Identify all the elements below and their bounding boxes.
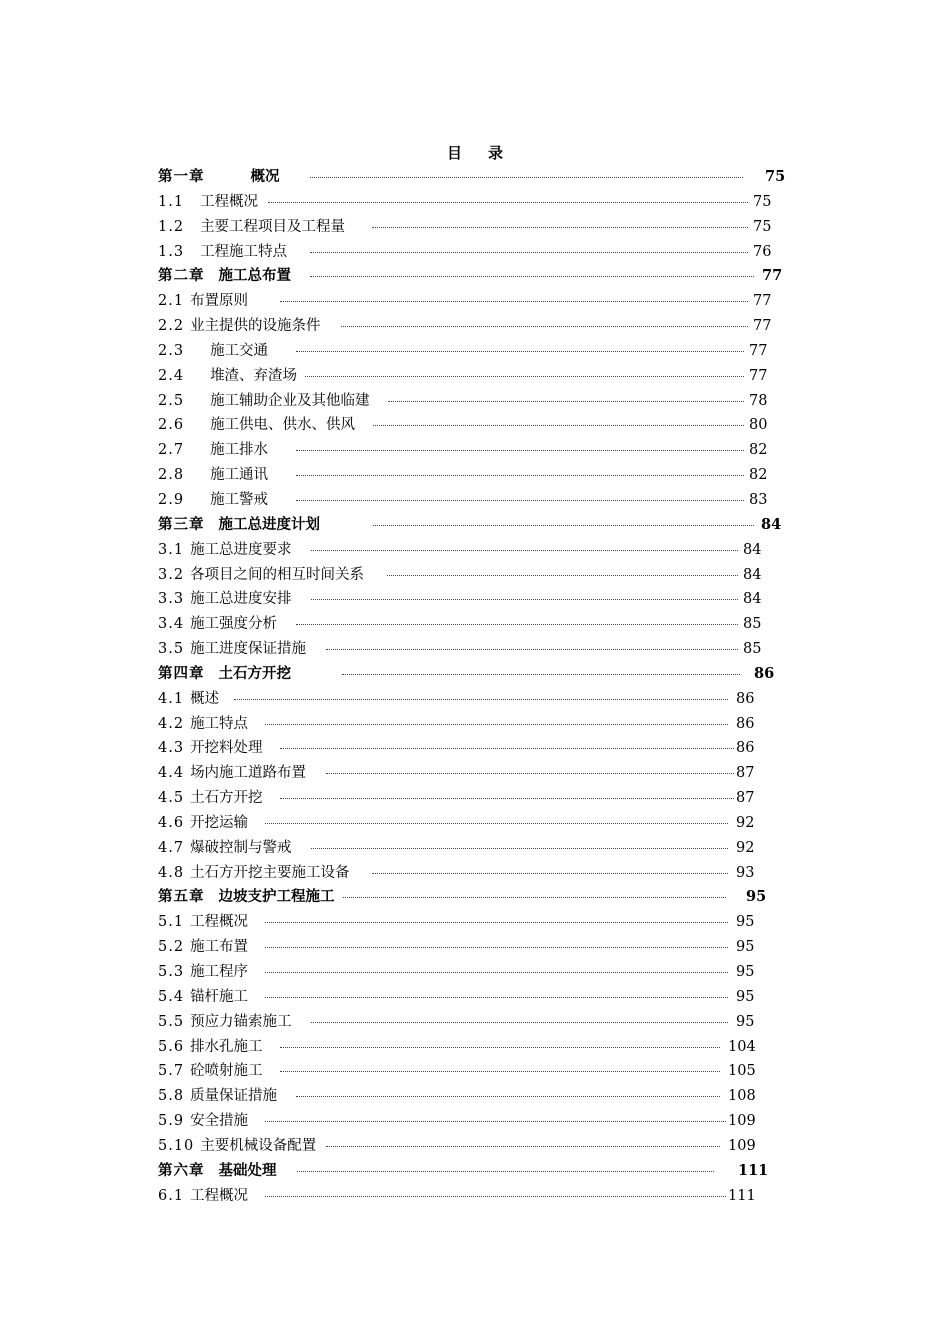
toc-entry-label: [158, 538, 292, 563]
toc-title-char-1: 目: [446, 144, 462, 162]
toc-section-row[interactable]: [158, 389, 788, 414]
toc-section-row[interactable]: [158, 612, 788, 637]
toc-entry-label: [158, 264, 291, 289]
toc-entry-title: 主要机械设备配置: [200, 1137, 317, 1154]
toc-entry-label: [158, 314, 321, 339]
toc-entry-label: [158, 985, 248, 1010]
toc-entry-title: 土石方开挖: [218, 664, 291, 682]
toc-entry-label: [158, 563, 364, 588]
toc-entry-title: 施工布置: [190, 939, 249, 956]
toc-section-row[interactable]: [158, 1184, 788, 1209]
toc-entry-number: 2.8: [158, 467, 185, 484]
toc-entry-number: 2.3: [158, 342, 185, 359]
toc-page-number: 84: [743, 541, 762, 558]
toc-page-number: 86: [736, 740, 755, 757]
toc-leader-dots: [280, 798, 734, 799]
toc-chapter-row[interactable]: [158, 662, 788, 687]
toc-section-row[interactable]: [158, 1010, 788, 1035]
toc-leader-dots: [297, 1171, 714, 1172]
toc-entry-label: [158, 1109, 248, 1134]
toc-leader-dots: [372, 227, 748, 228]
toc-leader-dots: [310, 252, 748, 253]
toc-entry-title: 土石方开挖主要施工设备: [190, 864, 350, 881]
toc-section-row[interactable]: [158, 985, 788, 1010]
toc-page-number: 84: [761, 515, 782, 533]
toc-leader-dots: [265, 724, 728, 725]
toc-section-row[interactable]: [158, 587, 788, 612]
toc-entry-title: 爆破控制与警戒: [190, 839, 292, 856]
toc-leader-dots: [296, 450, 744, 451]
toc-entry-title: 施工警戒: [210, 491, 269, 508]
toc-chapter-row[interactable]: [158, 1159, 788, 1184]
toc-leader-dots: [311, 848, 728, 849]
toc-entry-number: 4.7: [158, 839, 185, 856]
toc-entry-title: 边坡支护工程施工: [218, 888, 335, 906]
toc-page-number: 87: [736, 790, 755, 807]
toc-entry-number: 3.1: [158, 541, 185, 558]
toc-entry-number: 2.2: [158, 318, 185, 335]
toc-entry-title: 施工辅助企业及其他临建: [210, 392, 370, 409]
toc-entry-label: [158, 413, 355, 438]
toc-page-number: 75: [753, 193, 772, 210]
toc-entry-number: 5.6: [158, 1038, 185, 1055]
toc-chapter-row[interactable]: [158, 513, 788, 538]
toc-leader-dots: [341, 326, 748, 327]
toc-section-row[interactable]: [158, 215, 788, 240]
toc-page-number: 109: [728, 1137, 756, 1154]
toc-leader-dots: [388, 401, 744, 402]
toc-entry-title: 土石方开挖: [190, 790, 263, 807]
toc-section-row[interactable]: [158, 836, 788, 861]
toc-chapter-row[interactable]: [158, 885, 788, 910]
toc-leader-dots: [342, 674, 740, 675]
toc-page-number: 77: [753, 318, 772, 335]
toc-entry-number: 1.3: [158, 243, 185, 260]
toc-entry-title: 施工交通: [210, 342, 269, 359]
toc-leader-dots: [280, 1071, 720, 1072]
toc-entry-title: 施工进度保证措施: [190, 641, 307, 658]
toc-entry-label: [158, 761, 306, 786]
toc-section-row[interactable]: [158, 637, 788, 662]
toc-page-number: 83: [749, 491, 768, 508]
toc-section-row[interactable]: [158, 190, 788, 215]
toc-page-number: 76: [753, 243, 772, 260]
toc-page-number: 93: [736, 864, 755, 881]
toc-entry-label: [158, 786, 263, 811]
toc-page-number: 82: [749, 467, 768, 484]
toc-entry-label: [158, 612, 277, 637]
toc-leader-dots: [234, 699, 728, 700]
toc-page-number: 92: [736, 839, 755, 856]
toc-entry-label: [158, 637, 306, 662]
toc-entry-number: 2.5: [158, 392, 185, 409]
toc-entry-title: 施工总进度要求: [190, 541, 292, 558]
toc-entry-title: 堆渣、弃渣场: [210, 367, 298, 384]
toc-section-row[interactable]: [158, 935, 788, 960]
toc-leader-dots: [326, 1146, 720, 1147]
toc-entry-label: [158, 1010, 292, 1035]
toc-page-number: 108: [728, 1088, 756, 1105]
toc-entry-label: [158, 687, 219, 712]
toc-leader-dots: [265, 947, 728, 948]
toc-section-row[interactable]: [158, 339, 788, 364]
toc-entry-number: 5.1: [158, 914, 185, 931]
toc-entry-label: [158, 1084, 277, 1109]
toc-leader-dots: [326, 649, 738, 650]
toc-entry-number: 5.2: [158, 939, 185, 956]
toc-page-number: 77: [749, 367, 768, 384]
toc-section-row[interactable]: [158, 1109, 788, 1134]
toc-page-number: 95: [736, 964, 755, 980]
toc-section-row[interactable]: [158, 811, 788, 836]
toc-page-number: 109: [728, 1113, 756, 1130]
toc-entry-number: 4.4: [158, 765, 185, 782]
toc-title-char-2: 录: [488, 144, 504, 162]
toc-entry-title: 工程概况: [200, 193, 259, 210]
toc-entry-label: [158, 960, 248, 985]
toc-section-row[interactable]: [158, 1084, 788, 1109]
toc-page-number: 78: [749, 392, 768, 409]
toc-section-row[interactable]: [158, 413, 788, 438]
toc-page-number: 105: [728, 1063, 756, 1080]
toc-leader-dots: [373, 525, 754, 526]
toc-leader-dots: [311, 599, 738, 600]
toc-leader-dots: [268, 202, 748, 203]
toc-leader-dots: [265, 823, 728, 824]
toc-entry-number: 5.8: [158, 1088, 185, 1105]
toc-page-number: 77: [762, 267, 783, 285]
toc-entry-number: 第一章: [158, 168, 205, 185]
toc-entry-title: 工程概况: [190, 914, 249, 931]
toc-entry-label: [158, 389, 370, 414]
toc-leader-dots: [343, 897, 726, 898]
toc-entry-title: 施工总布置: [218, 267, 291, 285]
toc-entry-number: 3.4: [158, 616, 185, 633]
toc-entry-label: [158, 165, 280, 190]
toc-entry-title: 施工排水: [210, 442, 269, 459]
toc-entry-title: 开挖料处理: [190, 740, 263, 757]
toc-entry-title: 布置原则: [190, 293, 249, 310]
toc-entry-number: 3.5: [158, 641, 185, 658]
toc-entry-label: [158, 215, 345, 240]
toc-entry-label: [158, 910, 248, 935]
toc-section-row[interactable]: [158, 960, 788, 985]
toc-page-number: 77: [749, 342, 768, 359]
toc-entry-title: 质量保证措施: [190, 1088, 278, 1105]
toc-entry-label: [158, 935, 248, 960]
toc-leader-dots: [296, 351, 744, 352]
toc-entry-number: 4.8: [158, 864, 185, 881]
toc-entry-number: 第三章: [158, 515, 205, 533]
toc-entry-title: 工程施工特点: [200, 243, 288, 260]
toc-entry-label: [158, 364, 297, 389]
toc-page-number: 95: [746, 888, 767, 906]
toc-entry-label: [158, 811, 248, 836]
toc-entry-label: [158, 289, 248, 314]
toc-section-row[interactable]: [158, 488, 788, 513]
toc-entry-number: 5.5: [158, 1013, 185, 1030]
toc-entry-number: 第二章: [158, 267, 205, 285]
toc-page-number: 92: [736, 814, 755, 831]
toc-page-number: 95: [736, 914, 755, 931]
toc-leader-dots: [310, 177, 743, 178]
toc-entry-label: [158, 463, 268, 488]
toc-section-row[interactable]: [158, 463, 788, 488]
toc-section-row[interactable]: [158, 786, 788, 811]
toc-page-number: 86: [736, 690, 755, 707]
toc-leader-dots: [265, 972, 728, 973]
toc-section-row[interactable]: [158, 314, 788, 339]
toc-entry-label: [158, 1134, 316, 1159]
toc-leader-dots: [305, 376, 744, 377]
toc-page-number: 82: [749, 442, 768, 459]
toc-leader-dots: [265, 1121, 726, 1122]
toc-entry-number: 2.6: [158, 417, 185, 434]
toc-entry-number: 2.4: [158, 367, 185, 384]
toc-entry-number: 1.1: [158, 193, 185, 210]
toc-page-number: 95: [736, 1013, 755, 1030]
toc-entry-title: 概况: [250, 168, 280, 185]
toc-page-number: 84: [743, 591, 762, 608]
toc-entry-number: 5.4: [158, 988, 185, 1005]
toc-page-number: 86: [754, 664, 775, 682]
toc-entry-number: 3.3: [158, 591, 185, 608]
toc-entry-number: 第四章: [158, 664, 205, 682]
toc-entry-number: 4.2: [158, 715, 185, 732]
table-of-contents: [158, 165, 788, 1208]
toc-entry-title: 施工特点: [190, 715, 249, 732]
toc-section-row[interactable]: [158, 289, 788, 314]
toc-entry-label: [158, 1184, 248, 1209]
toc-section-row[interactable]: [158, 438, 788, 463]
toc-section-row[interactable]: [158, 861, 788, 886]
toc-entry-label: [158, 339, 268, 364]
toc-entry-title: 业主提供的设施条件: [190, 318, 321, 335]
toc-entry-label: [158, 513, 320, 538]
toc-leader-dots: [265, 1196, 726, 1197]
toc-entry-title: 主要工程项目及工程量: [200, 218, 346, 235]
toc-section-row[interactable]: [158, 364, 788, 389]
toc-section-row[interactable]: [158, 687, 788, 712]
toc-leader-dots: [372, 873, 728, 874]
toc-page-number: 111: [728, 1187, 756, 1204]
toc-entry-title: 基础处理: [218, 1161, 277, 1179]
toc-entry-title: 场内施工道路布置: [190, 765, 307, 782]
toc-leader-dots: [280, 1047, 720, 1048]
toc-section-row[interactable]: [158, 910, 788, 935]
toc-title: [0, 142, 950, 163]
toc-entry-title: 施工供电、供水、供风: [210, 417, 356, 434]
toc-leader-dots: [296, 1096, 720, 1097]
toc-entry-number: 1.2: [158, 218, 185, 235]
toc-entry-number: 5.3: [158, 964, 185, 980]
toc-entry-label: [158, 438, 268, 463]
toc-entry-title: 各项目之间的相互时间关系: [190, 566, 365, 583]
toc-entry-number: 第五章: [158, 888, 205, 906]
toc-entry-title: 施工强度分析: [190, 616, 278, 633]
toc-entry-number: 4.5: [158, 790, 185, 807]
toc-entry-label: [158, 240, 287, 265]
toc-page-number: 95: [736, 988, 755, 1005]
toc-entry-label: [158, 1059, 263, 1084]
toc-entry-label: [158, 190, 258, 215]
toc-page-number: 104: [728, 1038, 756, 1055]
toc-section-row[interactable]: [158, 1035, 788, 1060]
toc-section-row[interactable]: [158, 712, 788, 737]
toc-leader-dots: [296, 500, 744, 501]
toc-entry-number: 5.7: [158, 1063, 185, 1080]
toc-leader-dots: [296, 624, 738, 625]
toc-page-number: 77: [753, 293, 772, 310]
toc-leader-dots: [296, 475, 744, 476]
toc-entry-number: 4.6: [158, 814, 185, 831]
toc-entry-title: 安全措施: [190, 1113, 249, 1130]
toc-entry-label: [158, 836, 292, 861]
toc-entry-number: 5.9: [158, 1113, 185, 1130]
toc-entry-title: 施工总进度安排: [190, 591, 292, 608]
toc-section-row[interactable]: [158, 761, 788, 786]
toc-page-number: 80: [749, 417, 768, 434]
toc-entry-number: 6.1: [158, 1187, 185, 1204]
toc-entry-number: 第六章: [158, 1161, 205, 1179]
toc-leader-dots: [311, 1022, 728, 1023]
toc-section-row[interactable]: [158, 563, 788, 588]
toc-entry-title: 预应力锚索施工: [190, 1013, 292, 1030]
toc-entry-label: [158, 587, 292, 612]
toc-entry-label: [158, 885, 335, 910]
toc-entry-label: [158, 1035, 263, 1060]
toc-entry-title: 施工通讯: [210, 467, 269, 484]
toc-page-number: 85: [743, 641, 762, 658]
toc-section-row[interactable]: [158, 736, 788, 761]
toc-entry-label: [158, 736, 263, 761]
toc-chapter-row[interactable]: [158, 165, 788, 190]
toc-entry-title: 排水孔施工: [190, 1038, 263, 1055]
toc-entry-number: 3.2: [158, 566, 185, 583]
toc-leader-dots: [310, 276, 754, 277]
toc-leader-dots: [280, 748, 734, 749]
toc-entry-title: 概述: [190, 690, 220, 707]
toc-entry-label: [158, 1159, 277, 1184]
toc-entry-number: 2.9: [158, 491, 185, 508]
toc-chapter-row[interactable]: [158, 264, 788, 289]
toc-entry-number: 2.7: [158, 442, 185, 459]
toc-entry-title: 施工程序: [190, 964, 249, 980]
toc-page-number: 111: [738, 1161, 769, 1179]
toc-leader-dots: [265, 997, 728, 998]
toc-page-number: 75: [765, 168, 786, 185]
toc-entry-label: [158, 861, 350, 886]
toc-section-row[interactable]: [158, 538, 788, 563]
toc-page-number: 84: [743, 566, 762, 583]
toc-page-number: 85: [743, 616, 762, 633]
toc-page-number: 86: [736, 715, 755, 732]
toc-entry-number: 5.10: [158, 1137, 195, 1154]
toc-leader-dots: [373, 425, 744, 426]
toc-entry-title: 锚杆施工: [190, 988, 249, 1005]
toc-page-number: 87: [736, 765, 755, 782]
toc-entry-title: 施工总进度计划: [218, 515, 320, 533]
toc-entry-number: 2.1: [158, 293, 185, 310]
toc-entry-number: 4.3: [158, 740, 185, 757]
toc-entry-number: 4.1: [158, 690, 185, 707]
toc-page-number: 75: [753, 218, 772, 235]
toc-page-number: 95: [736, 939, 755, 956]
toc-leader-dots: [280, 301, 748, 302]
toc-leader-dots: [265, 922, 728, 923]
toc-entry-title: 砼喷射施工: [190, 1063, 263, 1080]
toc-leader-dots: [311, 550, 738, 551]
toc-leader-dots: [387, 575, 738, 576]
toc-entry-label: [158, 712, 248, 737]
toc-section-row[interactable]: [158, 1134, 788, 1159]
toc-entry-label: [158, 488, 268, 513]
toc-leader-dots: [326, 773, 734, 774]
toc-section-row[interactable]: [158, 240, 788, 265]
toc-entry-label: [158, 662, 291, 687]
toc-entry-title: 工程概况: [190, 1187, 249, 1204]
toc-entry-title: 开挖运输: [190, 814, 249, 831]
toc-section-row[interactable]: [158, 1059, 788, 1084]
